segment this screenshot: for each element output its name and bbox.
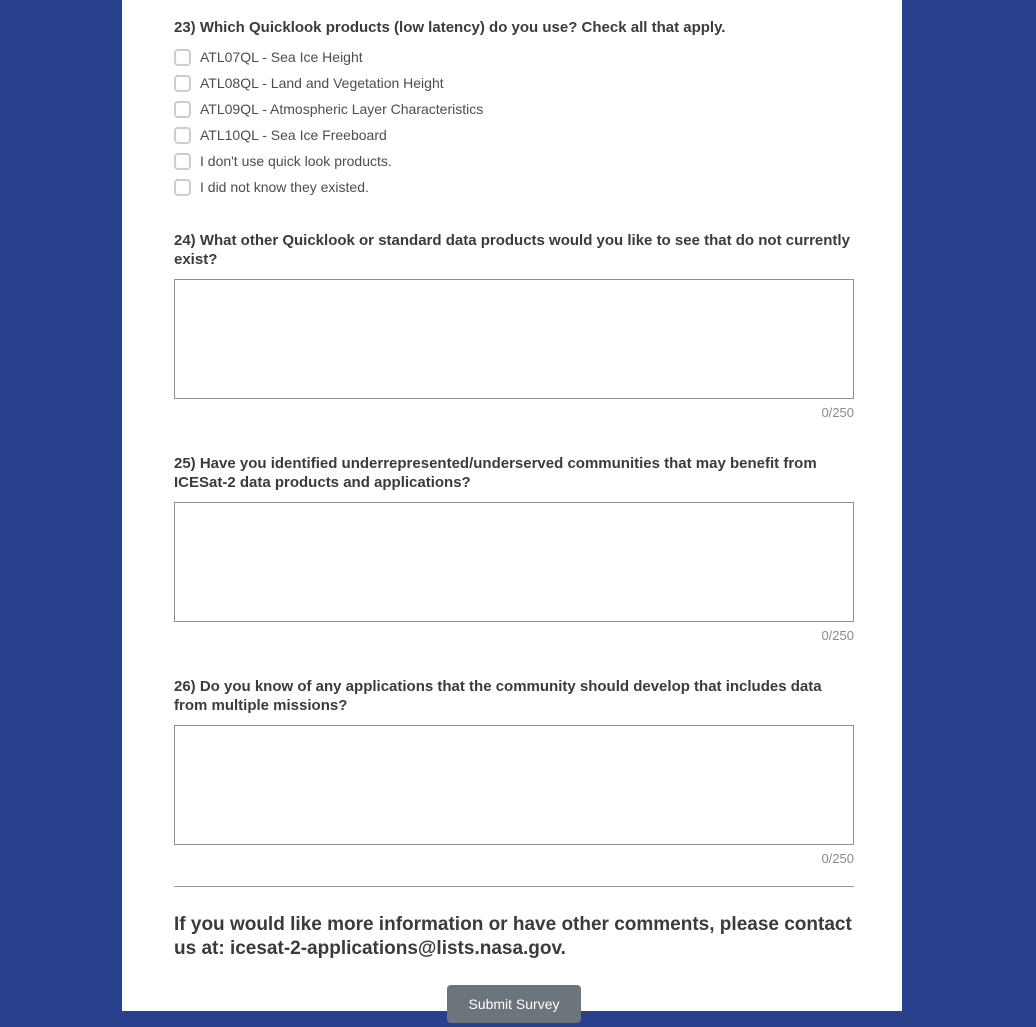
- checkbox-label: ATL10QL - Sea Ice Freeboard: [200, 127, 387, 143]
- question-26-title: 26) Do you know of any applications that the community should develop that includes data from multiple missions?: [174, 678, 822, 714]
- survey-card: [122, 0, 902, 1011]
- question-26-char-counter: 0/250: [821, 851, 854, 866]
- question-24: [174, 231, 854, 420]
- option-atl09ql[interactable]: [174, 99, 854, 119]
- checkbox-label: ATL07QL - Sea Ice Height: [200, 49, 363, 65]
- question-25-title: 25) Have you identified underrepresented/underserved communities that may benefit from ICESat-2 data products and applications?: [174, 455, 817, 491]
- checkbox-atl10ql[interactable]: [174, 127, 191, 144]
- question-25-textarea[interactable]: [174, 502, 854, 622]
- submit-survey-button[interactable]: Submit Survey: [447, 985, 580, 1023]
- submit-row: [174, 985, 854, 1023]
- question-24-title: 24) What other Quicklook or standard data products would you like to see that do not currently exist?: [174, 232, 850, 268]
- option-atl10ql[interactable]: [174, 125, 854, 145]
- question-23-options: [174, 47, 854, 197]
- footer-divider: [174, 886, 854, 887]
- option-dont-use-quicklook[interactable]: [174, 151, 854, 171]
- checkbox-dont-use-quicklook[interactable]: [174, 153, 191, 170]
- question-25-char-counter: 0/250: [821, 628, 854, 643]
- question-23: [174, 18, 854, 197]
- question-26: [174, 677, 854, 866]
- contact-info-text: If you would like more information or have other comments, please contact us at: icesat-2-applications@lists.nasa.gov.: [174, 914, 852, 959]
- question-26-textarea[interactable]: [174, 725, 854, 845]
- checkbox-label: ATL08QL - Land and Vegetation Height: [200, 75, 444, 91]
- checkbox-label: ATL09QL - Atmospheric Layer Characteristics: [200, 101, 484, 117]
- option-atl07ql[interactable]: [174, 47, 854, 67]
- checkbox-atl08ql[interactable]: [174, 75, 191, 92]
- checkbox-did-not-know-existed[interactable]: [174, 179, 191, 196]
- option-did-not-know-existed[interactable]: [174, 177, 854, 197]
- question-23-title: 23) Which Quicklook products (low latency) do you use? Check all that apply.: [174, 19, 726, 36]
- checkbox-atl07ql[interactable]: [174, 49, 191, 66]
- question-25: [174, 454, 854, 643]
- checkbox-label: I don't use quick look products.: [200, 153, 392, 169]
- question-24-char-counter: 0/250: [821, 405, 854, 420]
- checkbox-atl09ql[interactable]: [174, 101, 191, 118]
- checkbox-label: I did not know they existed.: [200, 179, 369, 195]
- option-atl08ql[interactable]: [174, 73, 854, 93]
- question-24-textarea[interactable]: [174, 279, 854, 399]
